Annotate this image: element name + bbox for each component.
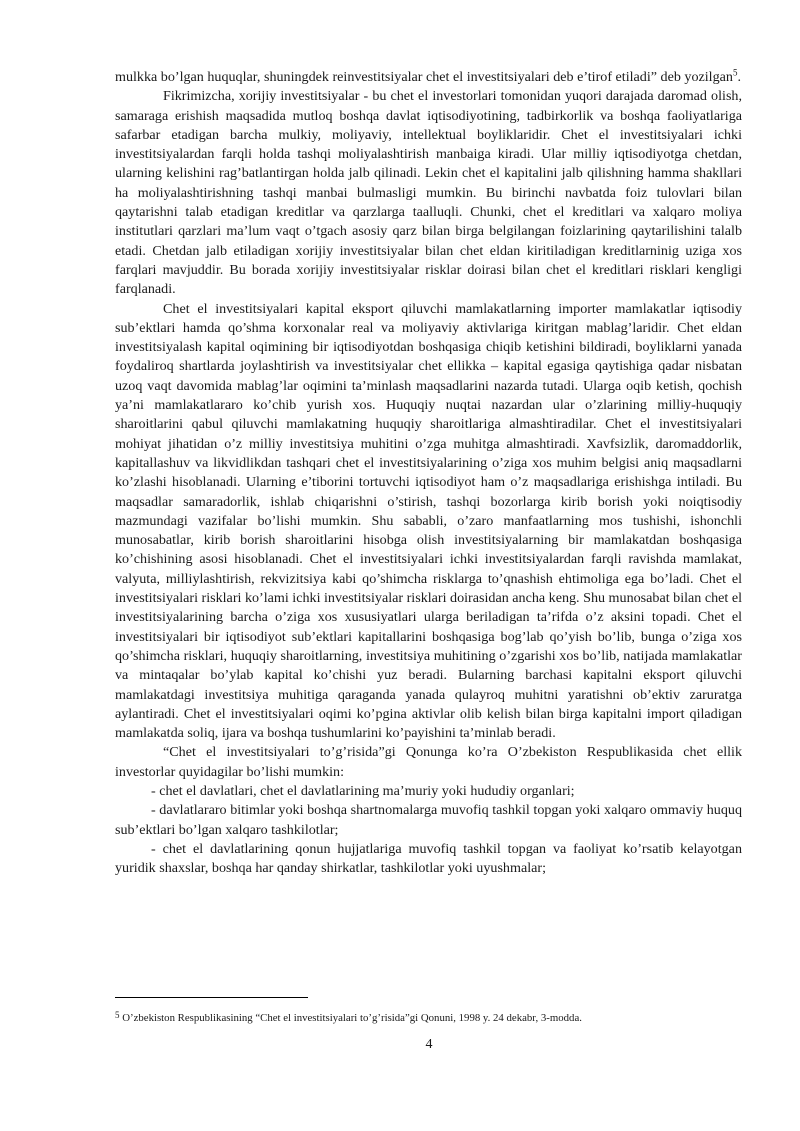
paragraph-continuation: mulkka bo’lgan huquqlar, shuningdek reinvestitsiyalar chet el investitsiyalari deb e’tirof etiladi” deb yozilgan$^5$.	[115, 67, 741, 85]
footnote	[115, 1011, 742, 1025]
footnote-marker: 5	[115, 1010, 120, 1020]
page-body	[115, 68, 742, 878]
list-item: - davlatlararo bitimlar yoki boshqa shartnomalarga muvofiq tashkil topgan yoki xalqaro ommaviy huquq sub’ektlari bo’lgan xalqaro tashkilotlar;	[115, 802, 742, 838]
footnote-divider	[115, 997, 308, 998]
paragraph-law-reference: “Chet el investitsiyalari to’g’risida”gi Qonunga ko’ra O’zbekiston Respublikasida chet ellik investorlar quyidagilar bo’lishi mumkin:	[115, 744, 742, 780]
paragraph-foreign-investment: Chet el investitsiyalari kapital eksport qiluvchi mamlakatlarning importer mamlakatlar iqtisodiy sub’ektlari hamda qo’shma korxonalar real va moliyaviy aktivlariga kiritgan mablag’laridir. Chet eldan investitsiyalash kapital oqimining bir iqtisodiyotdan boshqasiga chiqib ketishini bildiradi, boyliklarni yanada foydaliroq shartlarda joylashtirish va investitsiyalar chet ellikka – kapital egasiga qaytishiga qadar nisbatan uzoq vaqt davomida mablag’lar oqimini ta’minlash maqsadlarini nazarda tutadi. Ularga oqib ketish, qochish ya’ni mamlakatlararo ko’chib yurish xos. Huquqiy nuqtai nazardan ular o’zlarining milliy-huquqiy sharoitlarini qabul qiluvchi mamlakatning huquqiy sharoitlariga almashtiradilar. Chet el investitsiyalari mohiyat jihatidan o’z milliy investitsiya muhitini o’zga muhitga almashtiradi. Xavfsizlik, daromaddorlik, kapitallashuv va likvidlikdan tashqari chet el investitsiyalarining o’ziga xos muhim belgisi aniq maqsadlarni ko’zlashi hisoblanadi. Ularning e’tiborini tortuvchi iqtisodiyot ham o’z maqsadlariga erishishga intiladi. Bu maqsadlar samaradorlik, ishlab chiqarishni o’stirish, tashqi bozorlarga kirib borish yoki noiqtisodiy mazmundagi vazifalar bo’lishi mumkin. Shu sababli, o’zaro manfaatlarning mos tushishi, ishonchli munosabatlar, kirib borish sharoitlarini hisobga olish investitsiyalarning bir mamlakatdan boshqasiga ko’chishining asosi hisoblanadi. Chet el investitsiyalari ichki investitsiyalardan farqli ravishda mamlakat, valyuta, milliylashtirish, rekvizitsiya kabi qo’shimcha risklarga to’qnashish ehtimoliga ega bo’ladi. Chet el investitsiyalari risklari ko’lami ichki investitsiyalar risklari doirasidan ancha keng. Shu munosabat bilan chet el investitsiyalarining barcha o’ziga xos xususiyatlari ularga beriladigan ta’rifda o’z aksini topadi. Chet el investitsiyalari bir iqtisodiyot sub’ektlari kapitallarini boshqasiga bog’lab qo’yish bo’lib, bunga o’ziga xos qo’shimcha risklari, huquqiy sharoitlarning, investitsiya muhitining o’zgarishi xos bo’lib, natijada mamlakatlar va mintaqalar bo’ylab kapital ko’chishi yuz beradi. Bularning barchasi kapitalni eksport qiluvchi mamlakatdagi investitsiya muhitiga qaraganda yanada qulayroq muhitni yaratishni ob’ektiv zaruratga aylantiradi. Chet el investitsiyalari oqimi ko’pgina aktivlar olib kelish bilan birga kapitalni import qiladigan mamlakatda soliq, ijara va boshqa tushumlarini ko’payishini ta’minlab beradi.	[115, 300, 743, 742]
paragraph-definition: Fikrimizcha, xorijiy investitsiyalar - bu chet el investorlari tomonidan yuqori darajada daromad olish, samaraga erishish maqsadida mutloq boshqa davlat iqtisodiyotining, tadbirkorlik va boshqa faoliyatlariga safarbar etadigan barcha mulkiy, moliyaviy, intellektual boyliklaridir. Chet el investitsiyalari ichki investitsiyalardan farqli holda tashqi moliyalashtirish manbaiga kiradi. Ular milliy iqtisodiyotga chetdan, ularning kelishini rag’batlantirgan holda jalb qilinadi. Lekin chet el kapitalini jalb qilishning hamma shakllari ha moliyalashtirishning tashqi manbai bulmasligi mumkin. Bu birinchi navbatda foiz tulovlari bilan qaytarishni talab etadigan kreditlar va qarzlarga taalluqli. Chunki, chet el kreditlari va xalqaro moliya institutlari qarzlari ma’lum vaqt o’tgach asosiy qarz bilan birga belgilangan foizlarining qaytarilishini talalb etadi. Chetdan jalb etiladigan xorijiy investitsiyalar bilan chet eldan kiritiladigan kreditlarninig uziga xos farqlari mavjuddir. Bu borada xorijiy investitsiyalar risklar doirasi bilan chet el kreditlari risklari kengligi farqlanadi.	[115, 88, 742, 298]
paragraph-text: mulkka bo’lgan huquqlar, shuningdek reinvestitsiyalar chet el investitsiyalari deb e’tirof etiladi” deb yozilgan	[115, 69, 733, 85]
footnote-reference: 5	[732, 67, 738, 78]
list-item: - chet el davlatlarining qonun hujjatlariga muvofiq tashkil topgan va faoliyat ko’rsatib kelayotgan yuridik shaxslar, boshqa har qanday shirkatlar, tashkilotlar yoki uyushmalar;	[115, 840, 742, 877]
footnote-text: O’zbekiston Respublikasining “Chet el investitsiyalari to’g’risida”gi Qonuni, 1998 y. 24 dekabr, 3-modda.	[119, 1012, 582, 1024]
page-number: 4	[425, 1037, 433, 1052]
list-item: - chet el davlatlari, chet el davlatlarining ma’muriy yoki hududiy organlari;	[151, 782, 575, 799]
